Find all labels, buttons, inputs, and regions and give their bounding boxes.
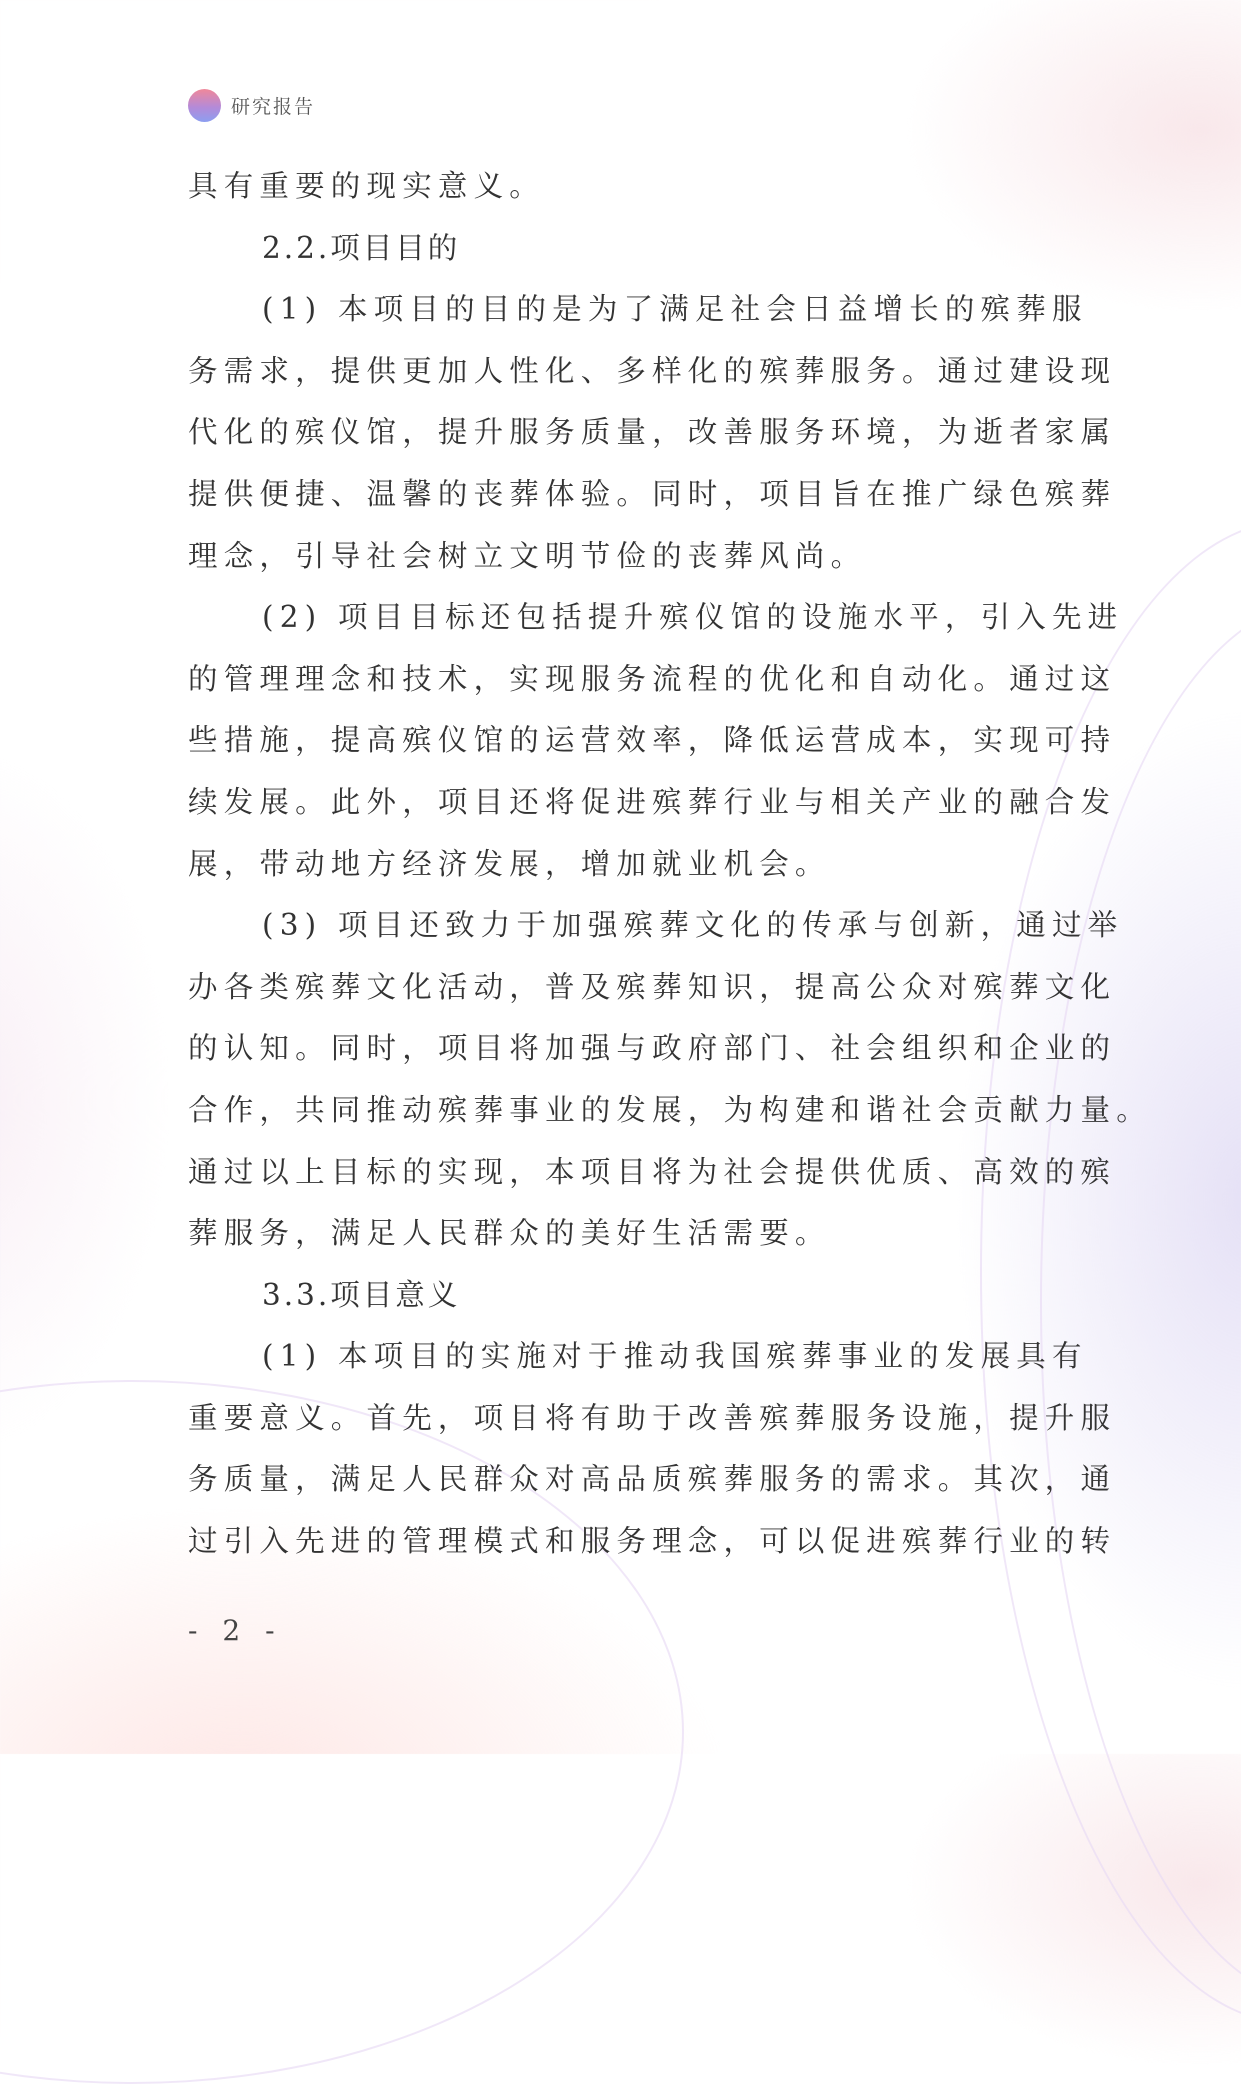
page-number: - 2 - — [188, 1614, 283, 1647]
paragraph-line: (3) 项目还致力于加强殡葬文化的传承与创新，通过举 — [262, 908, 1124, 943]
paragraph-line: (1) 本项目的实施对于推动我国殡葬事业的发展具有 — [262, 1339, 1088, 1374]
paragraph-line: 通过以上目标的实现，本项目将为社会提供优质、高效的殡 — [188, 1154, 1117, 1189]
paragraph-line: 办各类殡葬文化活动，普及殡葬知识，提高公众对殡葬文化 — [188, 969, 1117, 1004]
paragraph-line: 理念，引导社会树立文明节俭的丧葬风尚。 — [188, 538, 867, 573]
paragraph-line: 续发展。此外，项目还将促进殡葬行业与相关产业的融合发 — [188, 784, 1117, 819]
paragraph-line: 葬服务，满足人民群众的美好生活需要。 — [188, 1216, 831, 1251]
paragraph-line: 提供便捷、温馨的丧葬体验。同时，项目旨在推广绿色殡葬 — [188, 476, 1117, 511]
section-heading: 2.2.项目目的 — [262, 230, 461, 265]
paragraph-line: 合作，共同推动殡葬事业的发展，为构建和谐社会贡献力量。 — [188, 1092, 1152, 1127]
paragraph-line: 代化的殡仪馆，提升服务质量，改善服务环境，为逝者家属 — [188, 415, 1117, 450]
paragraph-line: 些措施，提高殡仪馆的运营效率，降低运营成本，实现可持 — [188, 723, 1117, 758]
paragraph-line: 具有重要的现实意义。 — [188, 169, 546, 203]
document-body — [188, 156, 1152, 1573]
paragraph-line: (2) 项目目标还包括提升殡仪馆的设施水平，引入先进 — [262, 600, 1124, 635]
paragraph-line: (1) 本项目的目的是为了满足社会日益增长的殡葬服 — [262, 292, 1088, 327]
logo-icon — [188, 89, 221, 122]
page-header — [188, 88, 315, 122]
paragraph-line: 重要意义。首先，项目将有助于改善殡葬服务设施，提升服 — [188, 1400, 1117, 1435]
paragraph-line: 务质量，满足人民群众对高品质殡葬服务的需求。其次，通 — [188, 1462, 1117, 1497]
header-title: 研究报告 — [231, 95, 316, 118]
paragraph-line: 展，带动地方经济发展，增加就业机会。 — [188, 846, 831, 881]
paragraph-line: 过引入先进的管理模式和服务理念，可以促进殡葬行业的转 — [188, 1524, 1117, 1559]
paragraph-line: 的管理理念和技术，实现服务流程的优化和自动化。通过这 — [188, 661, 1117, 696]
paragraph-line: 务需求，提供更加人性化、多样化的殡葬服务。通过建设现 — [188, 353, 1117, 388]
section-heading: 3.3.项目意义 — [262, 1277, 461, 1312]
paragraph-line: 的认知。同时，项目将加强与政府部门、社会组织和企业的 — [188, 1031, 1117, 1066]
